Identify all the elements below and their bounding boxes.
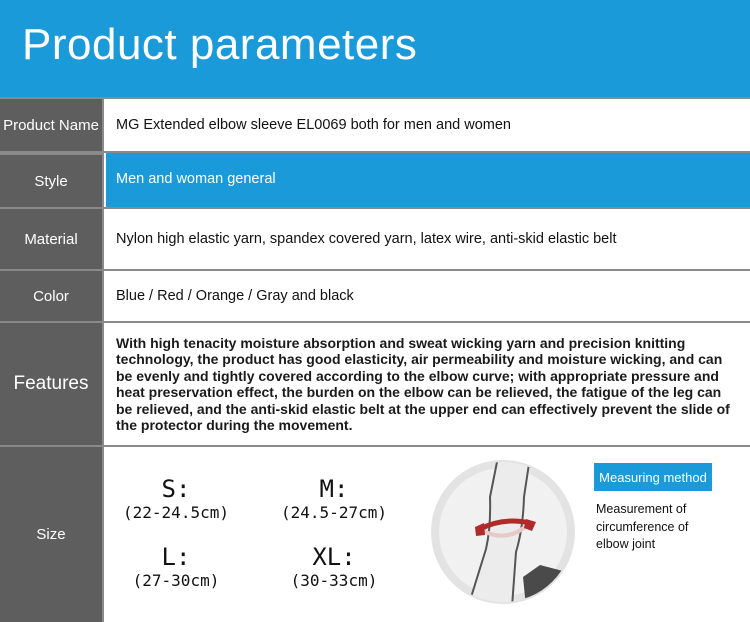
row-features [0,323,750,447]
label-material: Material [0,209,104,269]
header-banner [0,0,750,97]
size-m-range: (24.5-27cm) [281,503,387,522]
size-xl-range: (30-33cm) [290,571,378,590]
elbow-measurement-illustration [428,457,578,607]
size-xl-name: XL: [312,543,356,571]
size-xl [268,543,400,591]
value-product-name: MG Extended elbow sleeve EL0069 both for men and women [116,117,511,133]
features-text: With high tenacity moisture absorption and sweat wicking yarn and precision knitting technology, the product has good elasticity, air permeability and moisture wicking, and can be evenly and tightly covered according to the elbow curve; with appropriate pressure and heat preservation effect, the burden on the elbow can be relieved, the fatigue of the leg can be relieved, and the anti-skid elastic belt at the upper end can effectively prevent the slide of the protector during the movement. [116,334,730,433]
measuring-method-badge: Measuring method [594,463,712,491]
row-color [0,271,750,323]
size-l-range: (27-30cm) [132,571,220,590]
value-color: Blue / Red / Orange / Gray and black [116,288,354,304]
size-l [110,543,242,591]
value-material: Nylon high elastic yarn, spandex covered yarn, latex wire, anti-skid elastic belt [116,231,617,247]
label-style: Style [0,153,104,207]
row-material [0,209,750,271]
row-size [0,447,750,622]
parameters-table [0,97,750,622]
label-size: Size [0,447,104,622]
size-s-range: (22-24.5cm) [123,503,229,522]
size-l-name: L: [161,543,191,571]
value-style: Men and woman general [106,153,750,207]
row-style [0,153,750,209]
page-title: Product parameters [22,20,418,69]
measurement-note: Measurement of circumference of elbow joint [596,502,689,551]
size-s [110,475,242,523]
label-product-name: Product Name [0,99,104,151]
size-m-name: M: [319,475,349,503]
label-features: Features [0,323,104,445]
value-features [106,323,750,445]
size-m [268,475,400,523]
label-color: Color [0,271,104,321]
row-product-name [0,97,750,153]
size-s-name: S: [161,475,191,503]
size-chart [106,447,750,622]
